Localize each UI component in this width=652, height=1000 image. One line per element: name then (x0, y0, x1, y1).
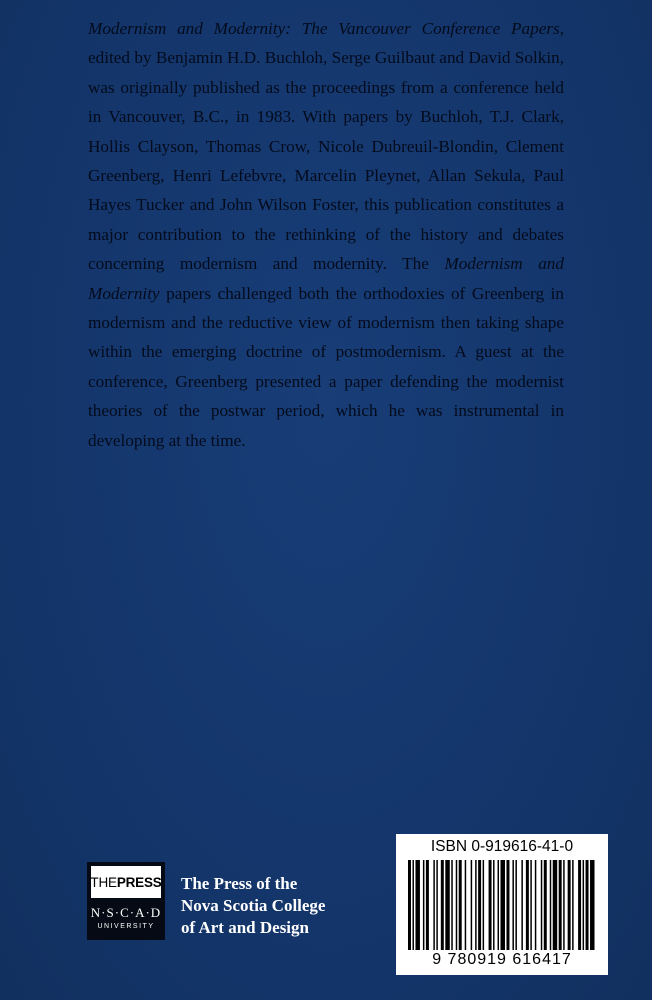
barcode-bar (512, 860, 513, 950)
barcode-bar (530, 860, 531, 950)
blurb-text-part2: papers challenged both the orthodoxies of Greenberg in modernism and the reductive view of modernism then taking shape within the emerging doctrine of postmodernism. A guest at the conference, Greenberg presented a paper defending the modernist theories of the postwar period, which he was instrumental in developing at the time. (88, 283, 564, 450)
barcode-bar (459, 860, 462, 950)
papers-title-italic: Modernism and Modernity (88, 254, 564, 303)
isbn-barcode (396, 834, 608, 975)
barcode-bar (578, 860, 581, 950)
isbn-number: ISBN 0-919616-41-0 (430, 838, 574, 855)
barcode-bar (553, 860, 557, 950)
publisher-line-2: Nova Scotia College (181, 896, 326, 915)
barcode-bar (590, 860, 594, 950)
barcode-bar (423, 860, 424, 950)
barcode-bar (489, 860, 492, 950)
description-blurb (88, 14, 564, 455)
barcode-bar (544, 860, 547, 950)
barcode-bar (436, 860, 437, 950)
barcode-bar (483, 860, 484, 950)
barcode-bar (586, 860, 589, 950)
barcode-bar (456, 860, 457, 950)
barcode-bar (478, 860, 481, 950)
barcode-bar (408, 860, 411, 950)
barcode-bar (515, 860, 516, 950)
logo-university: UNIVERSITY (97, 923, 155, 930)
barcode-bar (412, 860, 413, 950)
barcode-bar (433, 860, 434, 950)
barcode-bar (559, 860, 562, 950)
barcode-bar (451, 860, 452, 950)
barcode-bar (426, 860, 429, 950)
barcode-bar (572, 860, 573, 950)
barcode-bar (550, 860, 551, 950)
barcode-bar (541, 860, 542, 950)
publisher-line-1: The Press of the (181, 874, 298, 893)
book-title-italic: Modernism and Modernity: The Vancouver Conference Papers (88, 19, 560, 38)
blurb-text-part1: , edited by Benjamin H.D. Buchloh, Serge Guilbaut and David Solkin, was originally published as the proceedings from a conference held in Vancouver, B.C., in 1983. With papers by Buchloh, T.J. Clark, Hollis Clayson, Thomas Crow, Nicole Dubreuil-Blondin, Clement Greenberg, Henri Lefebvre, Marcelin Pleynet, Allan Sekula, Paul Hayes Tucker and John Wilson Foster, this publication constitutes a major contribution to the rethinking of the history and debates concerning modernism and modernity. The (88, 19, 564, 274)
the-press-nscad-logo (87, 862, 165, 940)
barcode-bar (493, 860, 494, 950)
barcode-bar (465, 860, 466, 950)
barcode-bar (526, 860, 529, 950)
barcode-bar (445, 860, 449, 950)
barcode-bar (563, 860, 564, 950)
barcode-bar (498, 860, 499, 950)
barcode-bar (471, 860, 472, 950)
barcode-bars (408, 860, 596, 950)
barcode-bar (506, 860, 509, 950)
barcode-digits: 9 780919 616417 (432, 951, 572, 968)
logo-press: PRESS (116, 874, 162, 890)
publisher-name (181, 873, 381, 939)
barcode-bar (583, 860, 584, 950)
logo-the: THE (90, 874, 117, 890)
barcode-bar (415, 860, 419, 950)
barcode-bar (475, 860, 476, 950)
the-press-wordmark (91, 866, 161, 898)
barcode-bar (441, 860, 444, 950)
barcode-bar (568, 860, 571, 950)
publisher-line-3: of Art and Design (181, 918, 309, 937)
barcode-bar (501, 860, 505, 950)
barcode-bar (535, 860, 536, 950)
logo-nscad: N·S·C·A·D (90, 905, 162, 920)
barcode-bar (521, 860, 522, 950)
